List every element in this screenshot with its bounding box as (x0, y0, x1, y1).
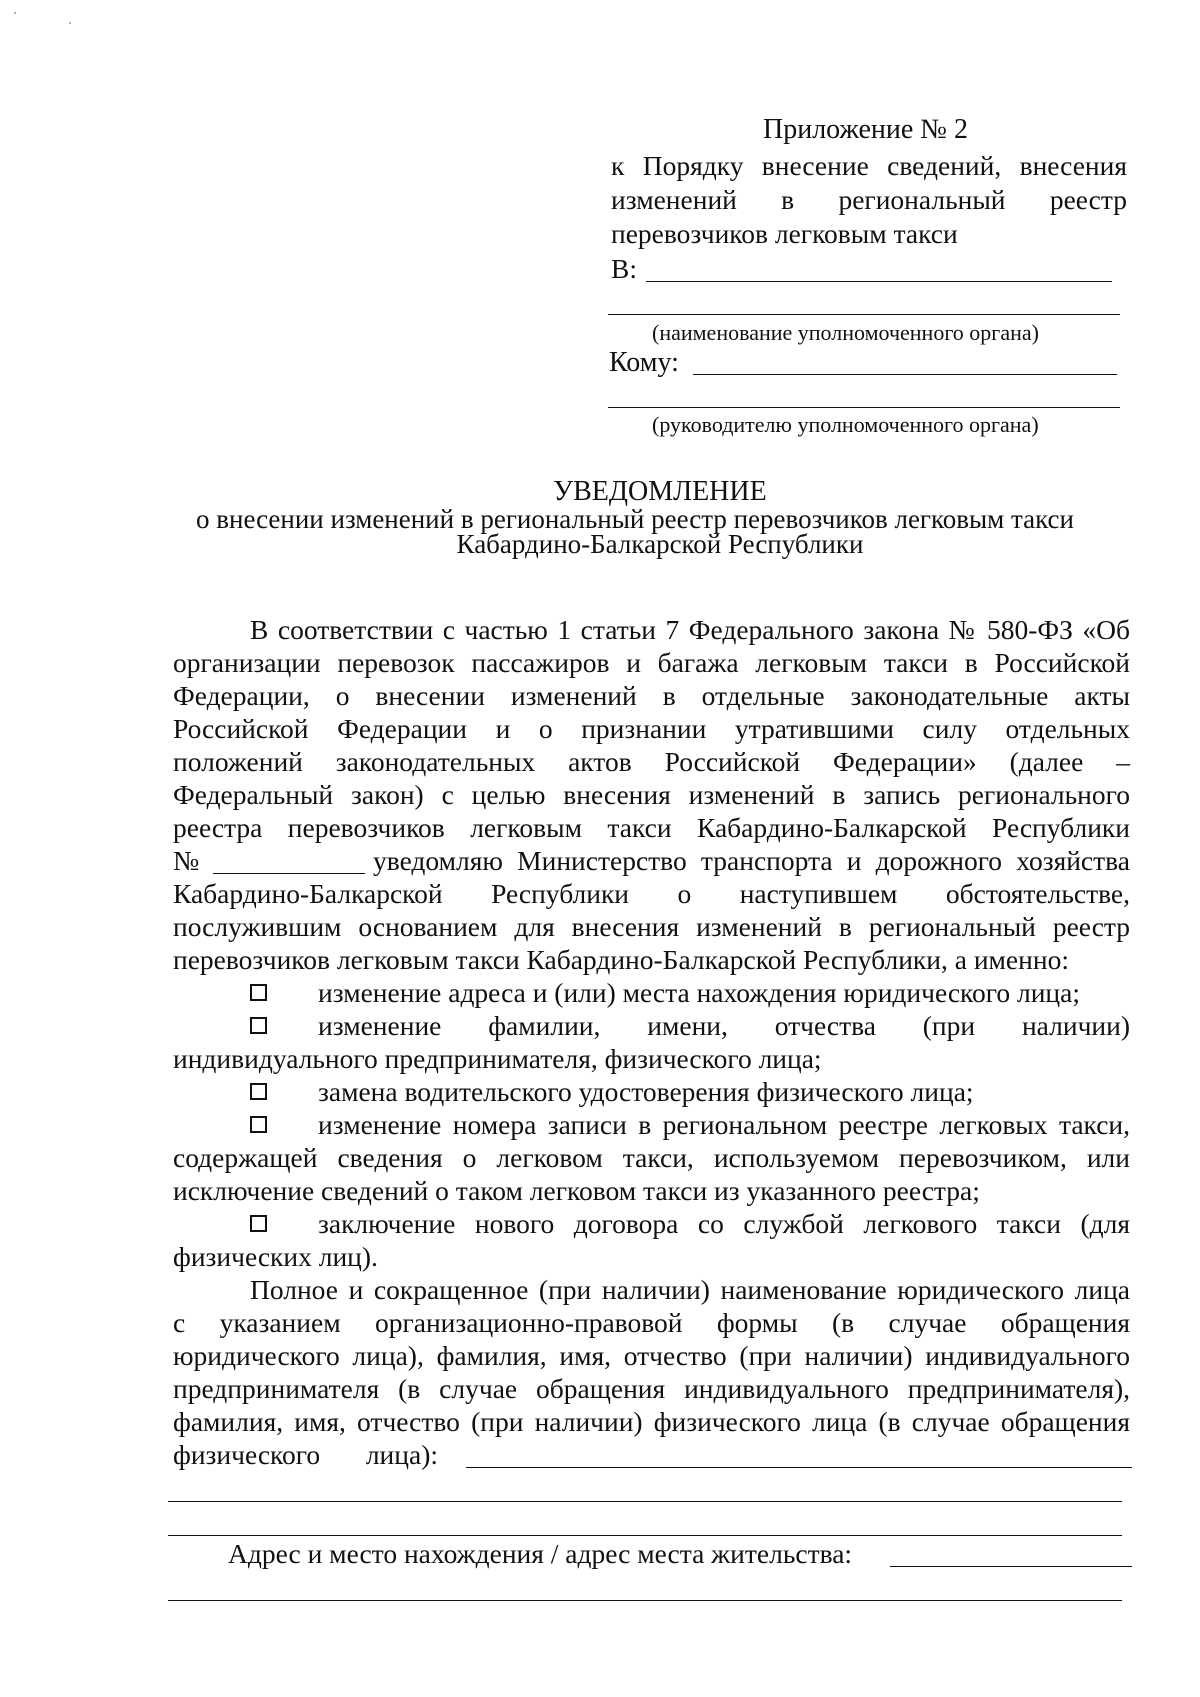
option-checkbox-record-number[interactable] (250, 1116, 267, 1133)
whom-field-line-2[interactable] (608, 407, 1120, 408)
paragraph-line: положений законодательных актов Российской Федерации» (далее – (173, 746, 1130, 777)
paragraph-line: фамилия, имя, отчество (при наличии) физического лица (в случае обращения (173, 1406, 1130, 1437)
applicant-name-field-2[interactable] (168, 1501, 1122, 1502)
option-label: заключение нового договора со службой легкового такси (для (318, 1208, 1130, 1239)
document-subtitle: Кабардино-Балкарской Республики (456, 529, 864, 559)
option-label: содержащей сведения о легковом такси, используемом перевозчиком, или (173, 1142, 1130, 1173)
paragraph-line: Полное и сокращенное (при наличии) наименование юридического лица (250, 1274, 1130, 1305)
paragraph-line: юридического лица), фамилия, имя, отчество (при наличии) индивидуального (173, 1340, 1130, 1371)
address-field[interactable] (890, 1566, 1132, 1567)
paragraph-line: предпринимателя (в случае обращения индивидуального предпринимателя), (173, 1373, 1130, 1404)
document-subtitle: о внесении изменений в региональный реестр перевозчиков легковым такси (196, 504, 1074, 534)
option-label: изменение фамилии, имени, отчества (при наличии) (318, 1010, 1130, 1041)
address-field-2[interactable] (168, 1600, 1122, 1601)
option-checkbox-new-contract[interactable] (250, 1215, 267, 1232)
paragraph-line: физического лица): (173, 1439, 438, 1470)
paragraph-line: с указанием организационно-правовой формы (в случае обращения (173, 1307, 1130, 1338)
appendix-ref-line: к Порядку внесение сведений, внесения (611, 150, 1127, 181)
paragraph-line: Федеральный закон) с целью внесения изменений в запись регионального (173, 779, 1130, 810)
paragraph-line: перевозчиков легковым такси Кабардино-Балкарской Республики, а именно: (173, 944, 1069, 975)
address-label: Адрес и место нахождения / адрес места жительства: (228, 1538, 853, 1569)
option-label: исключение сведений о таком легковом такси из указанного реестра; (173, 1175, 980, 1206)
scan-speck (69, 22, 71, 24)
option-label: физических лиц). (173, 1241, 378, 1272)
paragraph-line: уведомляю Министерство транспорта и дорожного хозяйства (373, 845, 1130, 876)
paragraph-line: организации перевозок пассажиров и багажа легковым такси в Российской (173, 647, 1130, 678)
whom-label: Кому: (609, 347, 679, 378)
appendix-title: Приложение № 2 (763, 114, 968, 145)
scan-speck (14, 12, 16, 14)
to-caption: (наименование уполномоченного органа) (652, 320, 1039, 345)
to-field-line[interactable] (646, 281, 1112, 282)
option-label: индивидуального предпринимателя, физического лица; (173, 1043, 822, 1074)
applicant-name-field-3[interactable] (168, 1535, 1122, 1536)
to-label: В: (611, 253, 637, 284)
option-checkbox-license[interactable] (250, 1083, 267, 1100)
document-title: УВЕДОМЛЕНИЕ (553, 476, 767, 507)
option-label: изменение адреса и (или) места нахождения юридического лица; (318, 977, 1080, 1008)
appendix-ref-line: изменений в региональный реестр (611, 184, 1127, 215)
option-checkbox-address[interactable] (250, 984, 267, 1001)
number-sign: № (173, 845, 200, 876)
to-field-line-2[interactable] (608, 314, 1120, 315)
paragraph-line: Российской Федерации и о признании утратившими силу отдельных (173, 713, 1130, 744)
paragraph-line: послужившим основанием для внесения изменений в региональный реестр (173, 911, 1130, 942)
paragraph-line: Кабардино-Балкарской Республики о наступившем обстоятельстве, (173, 878, 1130, 909)
option-label: замена водительского удостоверения физического лица; (318, 1076, 974, 1107)
whom-field-line[interactable] (693, 374, 1117, 375)
paragraph-line: Федерации, о внесении изменений в отдельные законодательные акты (173, 680, 1130, 711)
option-label: изменение номера записи в региональном реестре легковых такси, (318, 1109, 1130, 1140)
paragraph-line: В соответствии с частью 1 статьи 7 Федерального закона № 580-ФЗ «Об (250, 614, 1130, 645)
appendix-ref-line: перевозчиков легковым такси (611, 218, 958, 249)
paragraph-line: реестра перевозчиков легковым такси Кабардино-Балкарской Республики (173, 812, 1130, 843)
option-checkbox-name-change[interactable] (250, 1017, 267, 1034)
whom-caption: (руководителю уполномоченного органа) (652, 412, 1039, 437)
registry-number-field[interactable] (213, 873, 365, 874)
applicant-name-field[interactable] (466, 1467, 1132, 1468)
